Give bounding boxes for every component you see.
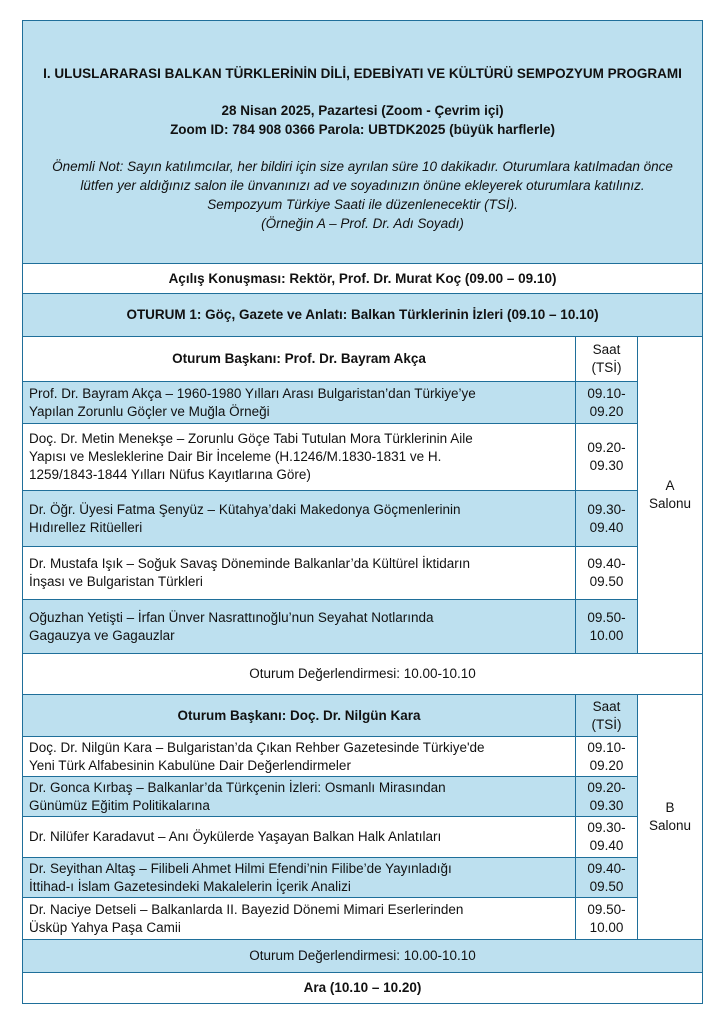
session-title-row — [23, 294, 703, 337]
talk-time-start: 09.50- — [587, 901, 626, 917]
talk-title — [23, 777, 576, 817]
note-text: Önemli Not: Sayın katılımcılar, her bildiri için size ayrılan süre 10 dakikadır. Oturumlara katılmadan önce lütfen yer aldığınız salon ile ünvanınızı ad ve soyadınızın önüne ekleyerek oturumlara katılınız. — [52, 158, 673, 193]
time-zone-note: Sempozyum Türkiye Saati ile düzenlenecektir (TSİ). — [207, 196, 518, 212]
talk-time — [576, 777, 638, 817]
talk-title-line: Dr. Naciye Detseli – Balkanlarda II. Bayezid Dönemi Mimari Eserlerinden — [29, 901, 464, 917]
talk-time-end: 09.40 — [589, 838, 624, 853]
talk-time-start: 09.40- — [587, 556, 626, 571]
opening-row — [23, 264, 703, 294]
talk-title-line: Günümüz Eğitim Politikalarına — [29, 797, 210, 813]
zoom-info: Zoom ID: 784 908 0366 Parola: UBTDK2025 (büyük harflerle) — [170, 121, 555, 137]
room-a-letter: A — [665, 478, 675, 493]
talk-time-end: 10.00 — [589, 919, 624, 935]
talk-time-end: 09.50 — [589, 878, 624, 894]
time-header-b — [576, 695, 638, 737]
talk-time — [576, 817, 638, 858]
talk-time-end: 09.30 — [589, 797, 624, 813]
room-a — [638, 337, 703, 654]
time-header-zone: (TSİ) — [591, 360, 622, 375]
evaluation-row — [23, 654, 703, 695]
talk-title-line: İnşası ve Bulgaristan Türkleri — [29, 574, 203, 589]
talk-title-line: Dr. Seyithan Altaş – Filibeli Ahmet Hilmi Efendi’nin Filibe’de Yayınladığı — [29, 860, 452, 876]
talk-row — [23, 600, 703, 654]
talk-title-line: Dr. Mustafa Işık – Soğuk Savaş Döneminde Balkanlar’da Kültürel İktidarın — [29, 556, 470, 571]
talk-title — [23, 817, 576, 858]
room-b — [638, 695, 703, 940]
talk-title-line: Dr. Öğr. Üyesi Fatma Şenyüz – Kütahya’daki Makedonya Göçmenlerinin — [29, 501, 461, 517]
program-date: 28 Nisan 2025, Pazartesi (Zoom - Çevrim içi) — [221, 102, 504, 118]
talk-time-end: 10.00 — [589, 627, 624, 643]
talk-time-start: 09.10- — [587, 739, 626, 755]
talk-title-line: Oğuzhan Yetişti – İrfan Ünver Nasrattınoğlu’nun Seyahat Notlarında — [29, 609, 434, 625]
talk-time-end: 09.20 — [589, 403, 624, 419]
time-header-zone: (TSİ) — [591, 716, 622, 732]
session-a-chair: Oturum Başkanı: Prof. Dr. Bayram Akça — [23, 337, 576, 382]
talk-title — [23, 737, 576, 777]
program-table — [22, 20, 703, 1004]
time-header-label: Saat — [592, 698, 621, 714]
program-title: I. ULUSLARARASI BALKAN TÜRKLERİNİN DİLİ, EDEBİYATI VE KÜLTÜRÜ SEMPOZYUM PROGRAMI — [43, 65, 682, 81]
talk-time-end: 09.20 — [589, 757, 624, 773]
talk-title-line: Üsküp Yahya Paşa Camii — [29, 919, 181, 935]
talk-time-end: 09.30 — [589, 458, 624, 473]
talk-row — [23, 382, 703, 424]
talk-row — [23, 777, 703, 817]
talk-time — [576, 382, 638, 424]
talk-title — [23, 547, 576, 600]
talk-time — [576, 898, 638, 940]
talk-title-line: Yeni Türk Alfabesinin Kabulüne Dair Değerlendirmeler — [29, 757, 351, 773]
session-b-chair: Oturum Başkanı: Doç. Dr. Nilgün Kara — [23, 695, 576, 737]
session-b-evaluation: Oturum Değerlendirmesi: 10.00-10.10 — [23, 940, 703, 973]
talk-title — [23, 491, 576, 547]
talk-row — [23, 817, 703, 858]
talk-time-start: 09.10- — [587, 385, 626, 401]
talk-row — [23, 424, 703, 491]
talk-time — [576, 424, 638, 491]
talk-time-start: 09.30- — [587, 501, 626, 517]
important-note — [37, 157, 688, 233]
talk-time — [576, 491, 638, 547]
talk-title — [23, 858, 576, 898]
opening-speech: Açılış Konuşması: Rektör, Prof. Dr. Murat Koç (09.00 – 09.10) — [23, 264, 703, 294]
talk-title — [23, 424, 576, 491]
talk-title — [23, 382, 576, 424]
talk-title-line: Doç. Dr. Nilgün Kara – Bulgaristan’da Çıkan Rehber Gazetesinde Türkiye'de — [29, 739, 485, 755]
time-header-label: Saat — [592, 342, 621, 357]
talk-time — [576, 737, 638, 777]
talk-title-line: Prof. Dr. Bayram Akça – 1960-1980 Yılları Arası Bulgaristan’dan Türkiye’ye — [29, 385, 476, 401]
talk-time — [576, 600, 638, 654]
break-time: Ara (10.10 – 10.20) — [23, 973, 703, 1004]
evaluation-row — [23, 940, 703, 973]
header-row — [23, 21, 703, 264]
talk-row — [23, 898, 703, 940]
talk-time-start: 09.50- — [587, 609, 626, 625]
break-row — [23, 973, 703, 1004]
talk-time-start: 09.20- — [587, 440, 626, 455]
talk-title — [23, 898, 576, 940]
date-line — [37, 101, 688, 139]
talk-time-end: 09.40 — [589, 519, 624, 535]
talk-time — [576, 547, 638, 600]
talk-row — [23, 737, 703, 777]
talk-time — [576, 858, 638, 898]
talk-time-start: 09.40- — [587, 860, 626, 876]
talk-title-line: Yapılan Zorunlu Göçler ve Muğla Örneği — [29, 403, 270, 419]
talk-time-start: 09.20- — [587, 779, 626, 795]
session-1-title: OTURUM 1: Göç, Gazete ve Anlatı: Balkan Türklerinin İzleri (09.10 – 10.10) — [23, 294, 703, 337]
talk-row — [23, 547, 703, 600]
header-cell — [23, 21, 703, 264]
talk-time-end: 09.50 — [589, 574, 624, 589]
talk-title-line: İttihad-ı İslam Gazetesindeki Makalelerin İçerik Analizi — [29, 878, 351, 894]
room-a-label: Salonu — [648, 496, 692, 511]
talk-title-line: Dr. Gonca Kırbaş – Balkanlar’da Türkçenin İzleri: Osmanlı Mirasından — [29, 779, 446, 795]
session-a-evaluation: Oturum Değerlendirmesi: 10.00-10.10 — [23, 654, 703, 695]
time-header-a — [576, 337, 638, 382]
talk-row — [23, 858, 703, 898]
talk-title-line: 1259/1843-1844 Yılları Nüfus Kayıtlarına Göre) — [29, 467, 311, 482]
talk-row — [23, 491, 703, 547]
room-b-label: Salonu — [648, 818, 692, 833]
talk-title-line: Doç. Dr. Metin Menekşe – Zorunlu Göçe Tabi Tutulan Mora Türklerinin Aile — [29, 431, 473, 446]
session-a-chair-row — [23, 337, 703, 382]
talk-title-line: Gagauzya ve Gagauzlar — [29, 627, 175, 643]
talk-title-line: Hıdırellez Ritüelleri — [29, 519, 143, 535]
example-note: (Örneğin A – Prof. Dr. Adı Soyadı) — [261, 215, 464, 231]
talk-time-start: 09.30- — [587, 820, 626, 835]
session-b-chair-row — [23, 695, 703, 737]
talk-title-line: Yapısı ve Mesleklerine Dair Bir İnceleme (H.1246/M.1830-1831 ve H. — [29, 449, 442, 464]
room-b-letter: B — [665, 800, 675, 815]
talk-title-line: Dr. Nilüfer Karadavut – Anı Öykülerde Yaşayan Balkan Halk Anlatıları — [29, 829, 442, 844]
talk-title — [23, 600, 576, 654]
